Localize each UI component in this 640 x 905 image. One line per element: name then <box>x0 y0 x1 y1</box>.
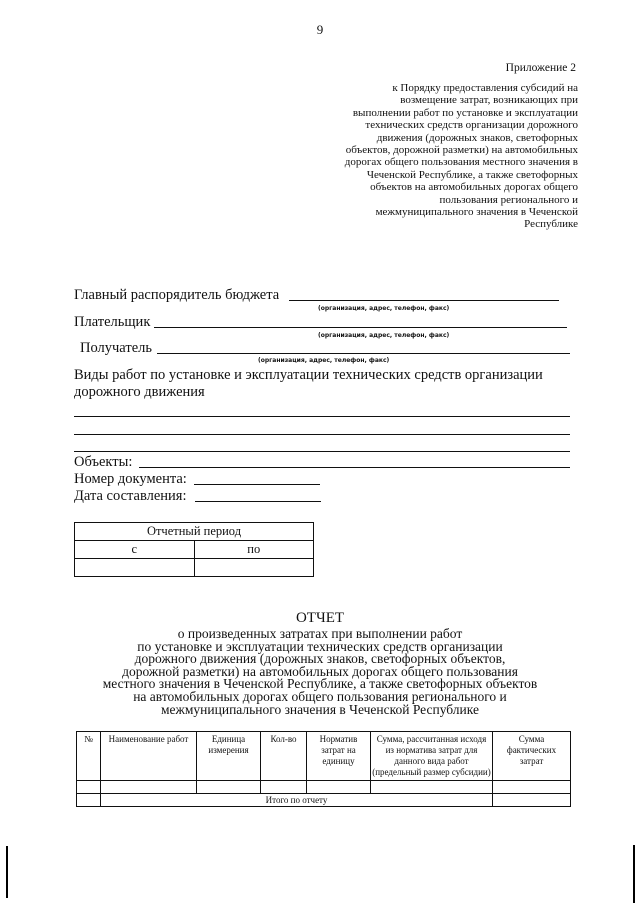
table-cell[interactable] <box>493 781 571 794</box>
report-line: дорожного движения (дорожных знаков, светофорных объектов, <box>134 651 506 667</box>
report-line: дорожной разметки) на автомобильных дорогах общего пользования <box>122 663 518 679</box>
objects-field[interactable] <box>139 467 570 468</box>
cost-table <box>76 731 571 807</box>
col-calculated-sum-header: Сумма, рассчитанная исходя из норматива затрат для данного вида работ (предельный размер субсидии) <box>371 732 493 781</box>
cost-table-header <box>77 732 571 781</box>
table-cell[interactable] <box>197 781 261 794</box>
col-actual-sum-header: Сумма фактических затрат <box>493 732 571 781</box>
report-line: по установке и эксплуатации технических средств организации <box>137 638 503 654</box>
total-row <box>77 794 571 807</box>
date-field[interactable] <box>195 501 321 502</box>
col-quantity-header: Кол-во <box>261 732 307 781</box>
report-line: местного значения в Чеченской Республике, а также светофорных объектов <box>102 676 538 692</box>
preamble-line: выполнении работ по установке и эксплуатации <box>352 106 578 119</box>
table-cell <box>77 794 101 807</box>
appendix-title: Приложение 2 <box>505 62 576 74</box>
preamble-line: дорогах общего пользования местного значения в <box>344 156 578 169</box>
budget-manager-label: Главный распорядитель бюджета <box>74 287 280 303</box>
table-cell[interactable] <box>371 781 493 794</box>
preamble-line: к Порядку предоставления субсидий на <box>392 82 578 94</box>
date-label: Дата составления: <box>74 488 187 504</box>
table-cell[interactable] <box>307 781 371 794</box>
period-title: Отчетный период <box>75 523 314 541</box>
period-from-cell[interactable] <box>75 559 195 577</box>
preamble-line: межмуниципального значения в Чеченской <box>375 206 578 219</box>
scan-edge-mark <box>633 845 635 903</box>
preamble-line: Республике <box>524 218 578 231</box>
work-types-label: Виды работ по установке и эксплуатации технических средств организации <box>74 367 543 383</box>
preamble-line: объектов, дорожной разметки) на автомобильных <box>345 144 578 157</box>
doc-number-label: Номер документа: <box>74 471 187 487</box>
preamble-line: объектов на автомобильных дорогах общего <box>370 181 578 194</box>
col-work-name-header: Наименование работ <box>101 732 197 781</box>
period-from-label: с <box>75 541 195 559</box>
budget-manager-field[interactable] <box>289 300 559 301</box>
report-line: о произведенных затратах при выполнении работ <box>177 626 463 641</box>
preamble-line: пользования регионального и <box>439 193 578 206</box>
reporting-period-table <box>74 522 314 577</box>
report-line: межмуниципального значения в Чеченской Республике <box>161 701 479 717</box>
doc-number-field[interactable] <box>194 484 320 485</box>
table-cell[interactable] <box>261 781 307 794</box>
payer-hint: (организация, адрес, телефон, факс) <box>318 332 450 339</box>
payer-label: Плательщик <box>74 314 151 330</box>
budget-manager-hint: (организация, адрес, телефон, факс) <box>318 305 450 312</box>
table-cell[interactable] <box>101 781 197 794</box>
work-types-line[interactable] <box>74 416 570 417</box>
total-label: Итого по отчету <box>101 794 493 807</box>
total-value-cell[interactable] <box>493 794 571 807</box>
work-types-line[interactable] <box>74 434 570 435</box>
col-number-header: № <box>77 732 101 781</box>
recipient-label: Получатель <box>80 340 152 356</box>
preamble-line: возмещение затрат, возникающих при <box>400 94 578 107</box>
preamble-line: Чеченской Республике, а также светофорных <box>366 168 578 181</box>
report-line: на автомобильных дорогах общего пользования регионального и <box>133 688 507 704</box>
appendix-preamble <box>328 82 578 231</box>
work-types-label-cont: дорожного движения <box>74 384 205 400</box>
scan-edge-mark <box>6 846 8 898</box>
recipient-field[interactable] <box>157 353 570 354</box>
table-row <box>77 781 571 794</box>
col-unit-header: Единица измерения <box>197 732 261 781</box>
report-title: ОТЧЕТ <box>295 610 345 626</box>
preamble-line: движения (дорожных знаков, светофорных <box>376 131 578 144</box>
payer-field[interactable] <box>154 327 567 328</box>
recipient-hint: (организация, адрес, телефон, факс) <box>258 357 390 364</box>
period-to-label: по <box>194 541 314 559</box>
col-norm-header: Норматив затрат на единицу <box>307 732 371 781</box>
table-cell[interactable] <box>77 781 101 794</box>
page-number: 9 <box>316 22 324 37</box>
period-to-cell[interactable] <box>194 559 314 577</box>
objects-label: Объекты: <box>74 454 133 470</box>
report-subtitle <box>70 628 570 716</box>
work-types-line[interactable] <box>74 451 570 452</box>
preamble-line: технических средств организации дорожного <box>365 119 578 132</box>
